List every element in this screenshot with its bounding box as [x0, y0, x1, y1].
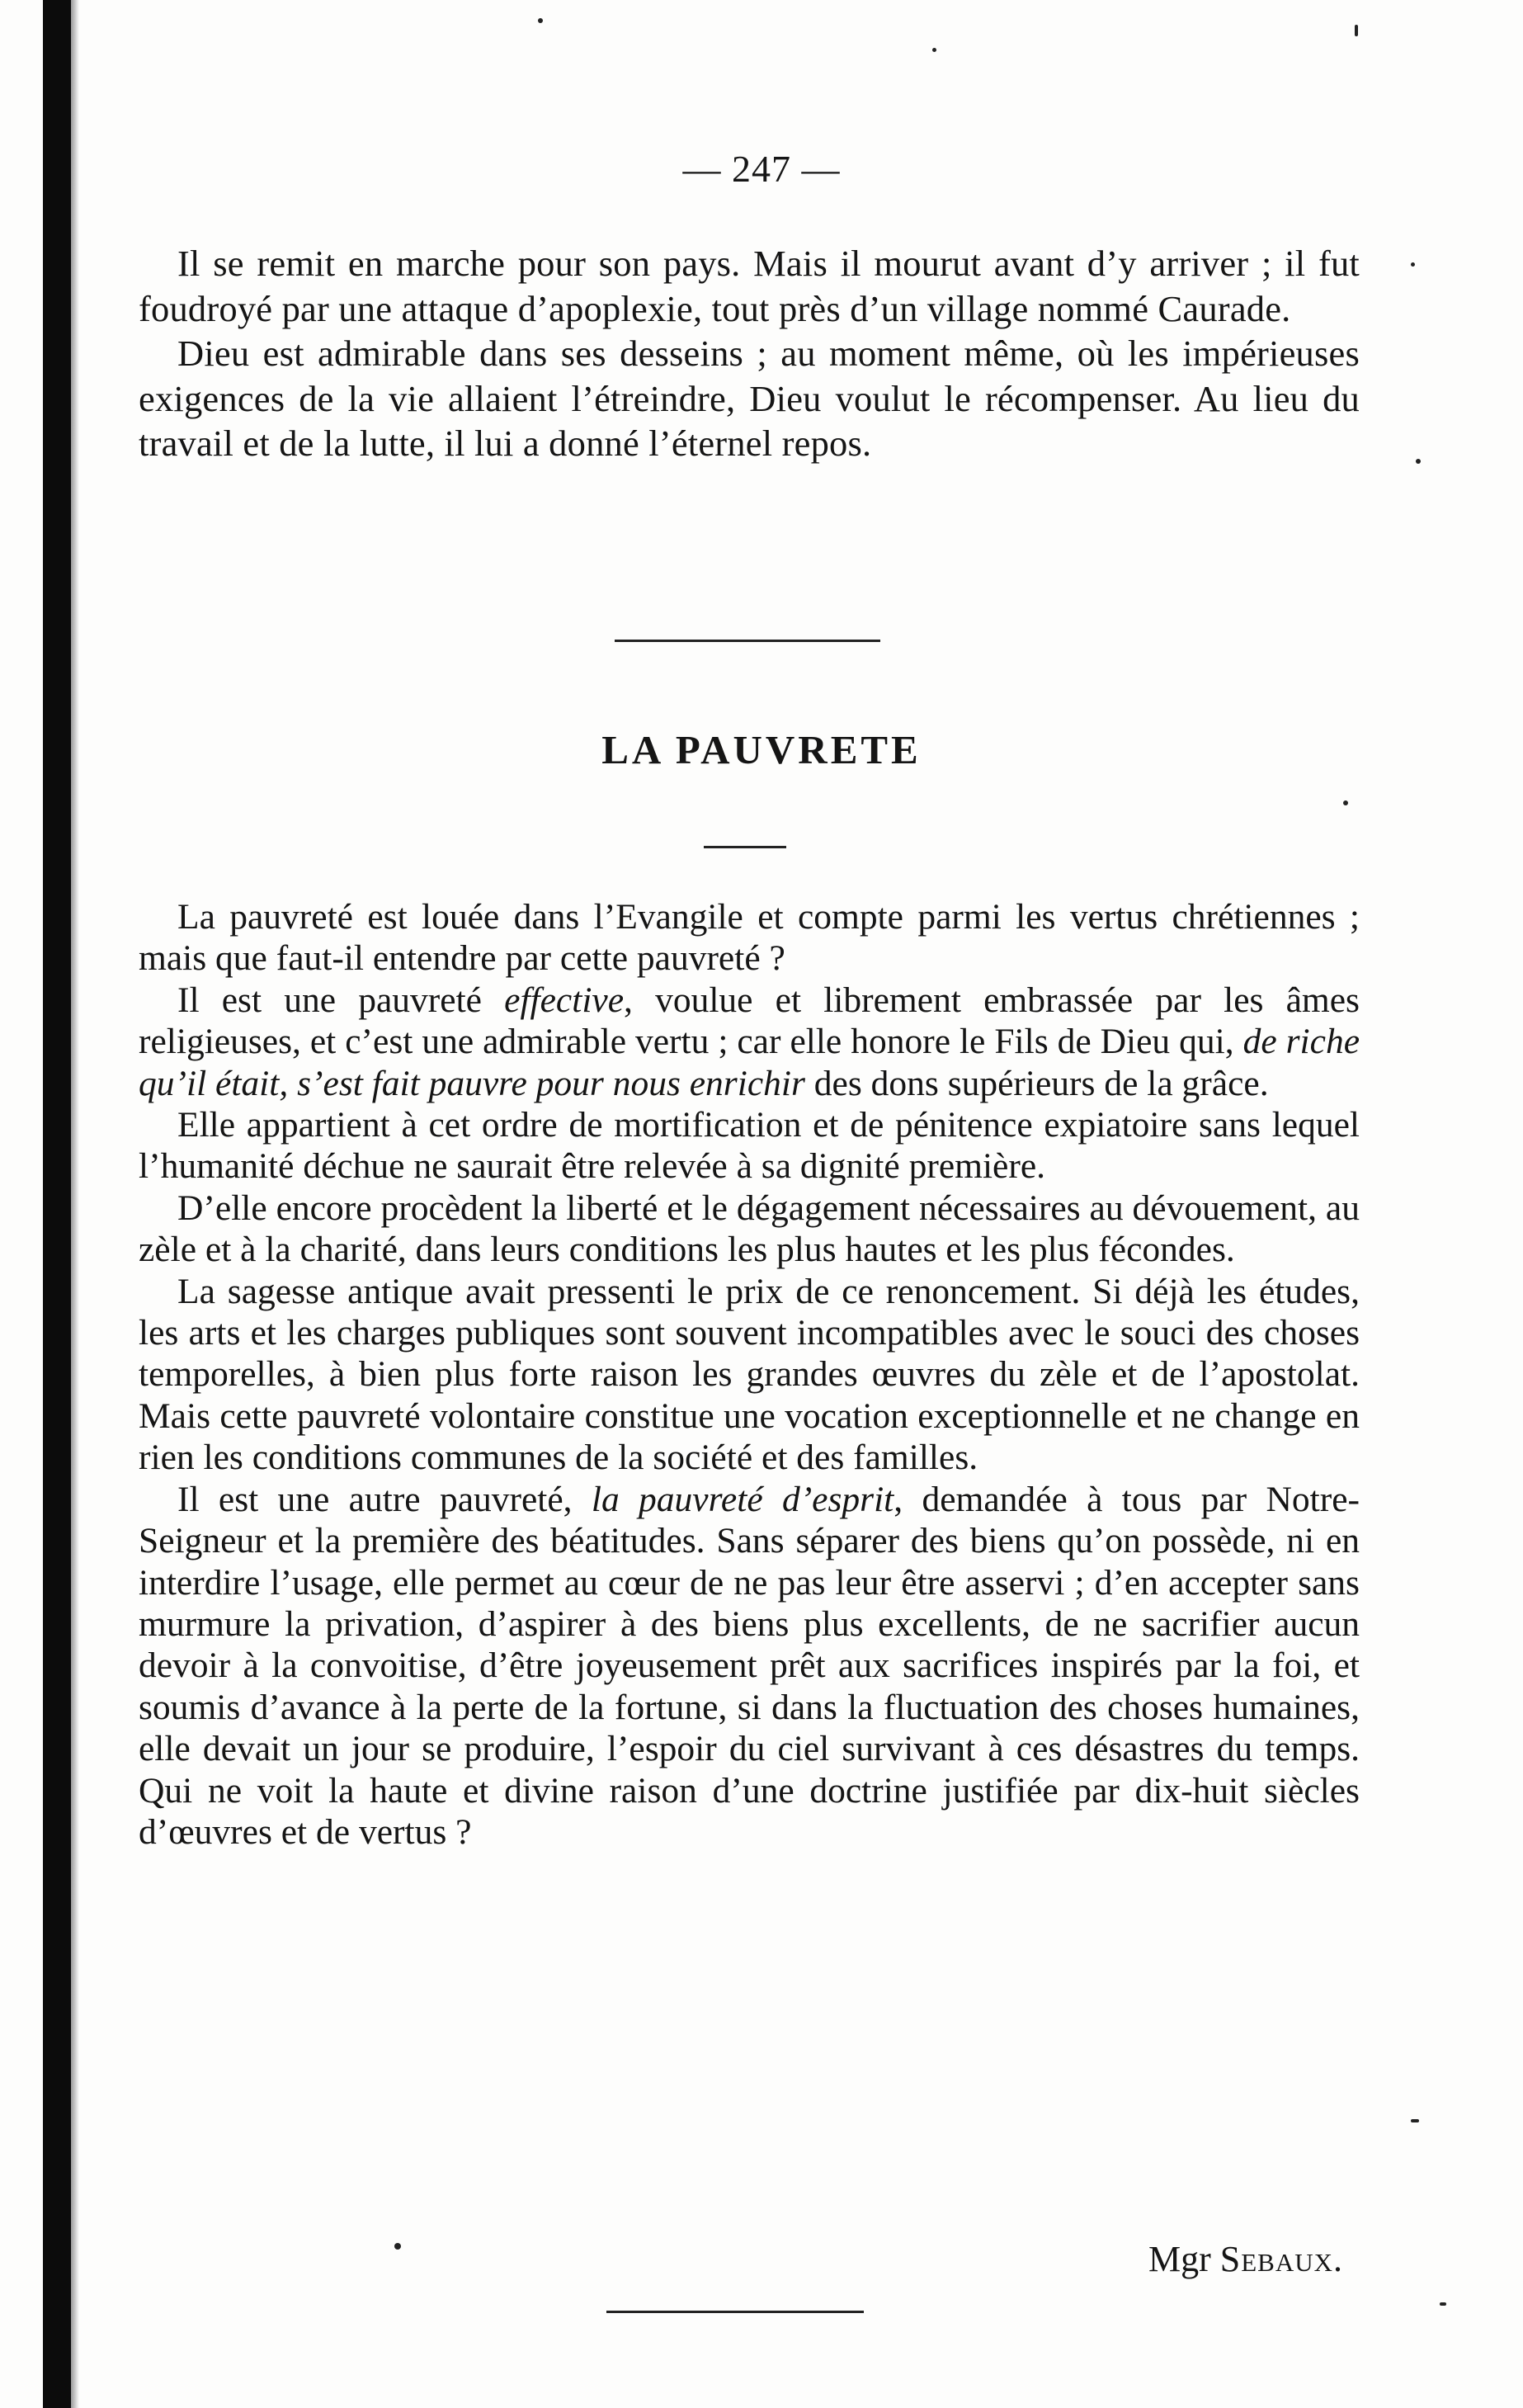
binding-shadow	[43, 0, 71, 2408]
print-speck	[932, 48, 936, 52]
print-speck	[1355, 25, 1358, 36]
paragraph: Il est une autre pauvreté, la pauvreté d’esprit, demandée à tous par Notre-Seigneur et la première des béatitudes. Sans séparer des biens qu’on possède, ni en interdire l’usage, elle permet au cœur de ne pas leur être asservi ; d’en accepter sans murmure la privation, d’aspirer à des biens plus excellents, de ne sacrifier aucun devoir à la convoitise, d’être joyeusement prêt aux sacrifices inspirés par la foi, et soumis d’avance à la perte de la fortune, si dans la fluctuation des choses humaines, elle devait un jour se produire, l’espoir du ciel survivant à ces désastres du temps. Qui ne voit la haute et divine raison d’une doctrine justifiée par dix-huit siècles d’œuvres et de vertus ?	[139, 1479, 1360, 1852]
print-speck	[1411, 2119, 1419, 2122]
paragraph: Il se remit en marche pour son pays. Mais il mourut avant d’y arriver ; il fut foudroyé par une attaque d’apoplexie, tout près d’un village nommé Caurade.	[139, 243, 1360, 329]
paragraph: Elle appartient à cet ordre de mortification et de pénitence expiatoire sans lequel l’humanité déchue ne saurait être relevée à sa dignité première.	[139, 1105, 1360, 1187]
previous-article-ending	[139, 241, 1360, 466]
author-signature: Mgr Sebaux.	[1148, 2239, 1343, 2279]
print-speck	[1343, 800, 1348, 805]
print-speck	[1416, 459, 1421, 464]
paragraph: La pauvreté est louée dans l’Evangile et compte parmi les vertus chrétiennes ; mais que faut-il entendre par cette pauvreté ?	[139, 897, 1360, 979]
section-divider	[615, 640, 880, 642]
article-body	[139, 896, 1360, 1853]
print-speck	[538, 18, 543, 23]
print-speck	[1411, 262, 1415, 267]
print-speck	[1440, 2302, 1446, 2306]
title-underline	[704, 846, 786, 848]
paragraph: D’elle encore procèdent la liberté et le dégagement nécessaires au dévouement, au zèle et à la charité, dans leurs conditions les plus hautes et les plus fécondes.	[139, 1187, 1360, 1270]
binding-gradient	[71, 0, 79, 2408]
paragraph: Dieu est admirable dans ses desseins ; au moment même, où les impérieuses exigences de la vie allaient l’étreindre, Dieu voulut le récompenser. Au lieu du travail et de la lutte, il lui a donné l’éternel repos.	[139, 333, 1360, 465]
print-speck	[394, 2243, 401, 2250]
paragraph: Il est une pauvreté effective, voulue et librement embrassée par les âmes religieuses, et c’est une admirable vertu ; car elle honore le Fils de Dieu qui, de riche qu’il était, s’est fait pauvre pour nous enrichir des dons supérieurs de la grâce.	[139, 980, 1360, 1103]
end-divider	[606, 2311, 864, 2313]
paragraph: La sagesse antique avait pressenti le prix de ce renoncement. Si déjà les études, les arts et les charges publiques sont souvent incompatibles avec le souci des choses temporelles, à bien plus forte raison les grandes œuvres du zèle et de l’apostolat. Mais cette pauvreté volontaire constitue une vocation exceptionnelle et ne change en rien les conditions communes de la société et des familles.	[139, 1271, 1360, 1478]
page-number: — 247 —	[682, 148, 841, 190]
article-title: LA PAUVRETE	[601, 727, 922, 772]
